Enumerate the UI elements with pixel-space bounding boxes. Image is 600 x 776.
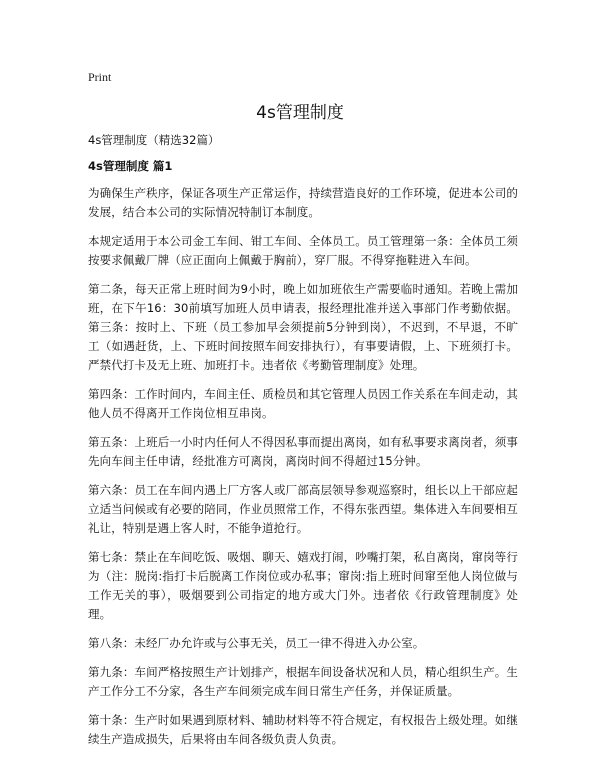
page-title: 4s管理制度 — [256, 103, 344, 123]
paragraph-intro: 为确保生产秩序，保证各项生产正常运作，持续营造良好的工作环境，促进本公司的发展，结合本公司的实际情况特制订本制度。 — [88, 186, 518, 219]
paragraph-article-2-3: 第二条，每天正常上班时间为9小时，晚上如加班依生产需要临时通知。若晚上需加班，在下午16：30前填写加班人员申请表，报经理批准并送入事部门作考勤依据。第三条：按时上、下班（员工参加早会须提前5分钟到岗），不迟到，不早退，不旷工（如遇赶货，上、下班时间按照车间安排执行），有事要请假，上、下班须打卡。严禁代打卡及无上班、加班打卡。违者依《考勤管理制度》处理。 — [88, 282, 518, 372]
paragraph-article-6: 第六条：员工在车间内遇上厂方客人或厂部高层领导参观巡察时，组长以上干部应起立适当问候或有必要的陪同，作业员照常工作，不得东张西望。集体进入车间要相互礼让，特别是遇上客人时，不能争道抢行。 — [88, 483, 518, 535]
paragraph-article-8: 第八条：未经厂办允许或与公事无关，员工一律不得进入办公室。 — [88, 636, 425, 650]
print-link[interactable]: Print — [88, 70, 112, 84]
paragraph-article-5: 第五条：上班后一小时内任何人不得因私事而提出离岗，如有私事要求离岗者，须事先向车间主任申请，经批准方可离岗，离岗时间不得超过15分钟。 — [88, 435, 518, 468]
section-heading: 4s管理制度 篇1 — [88, 159, 173, 173]
paragraph-scope: 本规定适用于本公司金工车间、钳工车间、全体员工。员工管理第一条：全体员工须按要求佩戴厂牌（应正面向上佩戴于胸前），穿厂服。不得穿拖鞋进入车间。 — [88, 234, 518, 267]
document-body — [88, 132, 518, 759]
paragraph-article-4: 第四条：工作时间内，车间主任、质检员和其它管理人员因工作关系在车间走动，其他人员不得离开工作岗位相互串岗。 — [88, 387, 518, 420]
document-subtitle: 4s管理制度（精选32篇） — [88, 133, 220, 147]
paragraph-article-7: 第七条：禁止在车间吃饭、吸烟、聊天、嬉戏打闹，吵嘴打架，私自离岗，窜岗等行为（注：脱岗:指打卡后脱离工作岗位或办私事；窜岗:指上班时间窜至他人岗位做与工作无关的事），吸烟要到公司指定的地方或大门外。违者依《行政管理制度》处理。 — [88, 550, 518, 621]
paragraph-article-10: 第十条：生产时如果遇到原材料、辅助材料等不符合规定，有权报告上级处理。如继续生产造成损失，后果将由车间各级负责人负责。 — [88, 713, 518, 746]
paragraph-article-9: 第九条：车间严格按照生产计划排产，根据车间设备状况和人员，精心组织生产。生产工作分工不分家，各生产车间须完成车间日常生产任务，并保证质量。 — [88, 665, 518, 698]
